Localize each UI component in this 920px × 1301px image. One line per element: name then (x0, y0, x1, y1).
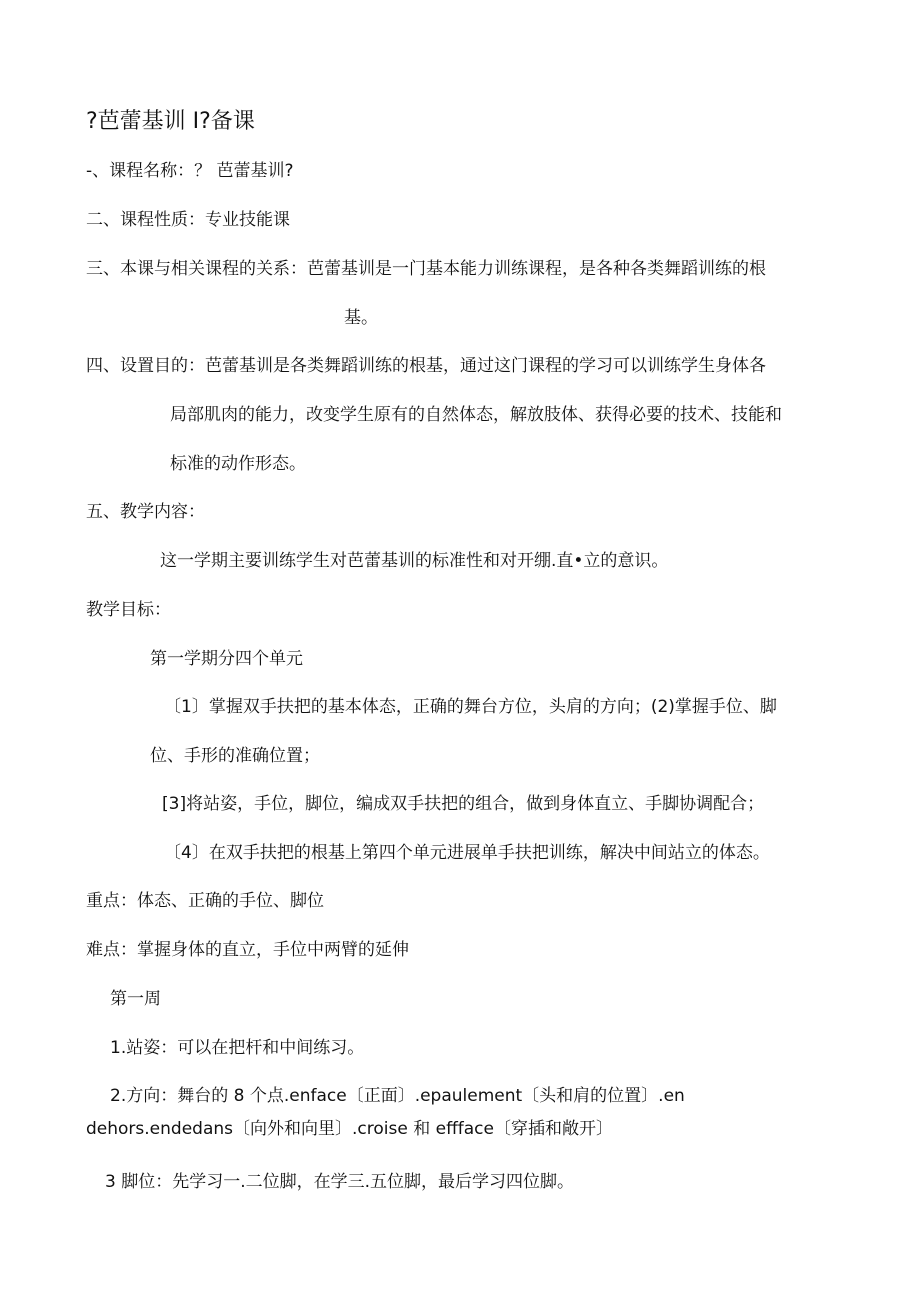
week1-heading: 第一周 (110, 989, 161, 1009)
purpose-line-2: 局部肌肉的能力，改变学生原有的自然体态，解放肢体、获得必要的技术、技能和 (170, 405, 782, 425)
unit1-line-1: 〔1〕掌握双手扶把的基本体态，正确的舞台方位，头肩的方向；(2)掌握手位、脚 (164, 697, 777, 717)
difficulties-line: 难点：掌握身体的直立，手位中两臂的延伸 (86, 940, 409, 960)
relation-line-1: 三、本课与相关课程的关系：芭蕾基训是一门基本能力训练课程，是各种各类舞蹈训练的根 (86, 259, 766, 279)
content-heading: 五、教学内容： (86, 502, 205, 522)
relation-line-2: 基。 (344, 308, 378, 328)
purpose-line-1: 四、设置目的：芭蕾基训是各类舞蹈训练的根基，通过这门课程的学习可以训练学生身体各 (86, 356, 766, 376)
unit1-line-2: 位、手形的准确位置； (150, 746, 320, 766)
key-points-line: 重点：体态、正确的手位、脚位 (86, 891, 324, 911)
course-name-line: -、课程名称：？ 芭蕾基训? (86, 161, 294, 181)
document-title: ?芭蕾基训 I?备课 (86, 109, 255, 134)
unit3-line: [3]将站姿，手位，脚位，编成双手扶把的组合，做到身体直立、手脚协调配合； (162, 794, 765, 814)
week1-item-2-line-1: 2.方向：舞台的 8 个点.enface〔正面〕.epaulement〔头和肩的位置〕.en (110, 1086, 685, 1106)
week1-item-2-line-2: dehors.endedans〔向外和向里〕.croise 和 effface〔穿插和敞开〕 (86, 1119, 613, 1139)
content-text: 这一学期主要训练学生对芭蕾基训的标准性和对开绷.直•立的意识。 (160, 551, 669, 571)
purpose-line-3: 标准的动作形态。 (170, 454, 306, 474)
week1-item-1: 1.站姿：可以在把杆和中间练习。 (110, 1038, 365, 1058)
unit4-line: 〔4〕在双手扶把的根基上第四个单元进展单手扶把训练，解决中间站立的体态。 (164, 843, 770, 863)
goals-heading: 教学目标： (86, 600, 171, 620)
week1-item-3: 3 脚位：先学习一.二位脚，在学三.五位脚，最后学习四位脚。 (105, 1172, 575, 1192)
course-nature-line: 二、课程性质：专业技能课 (86, 210, 290, 230)
semester-units-line: 第一学期分四个单元 (150, 649, 303, 669)
